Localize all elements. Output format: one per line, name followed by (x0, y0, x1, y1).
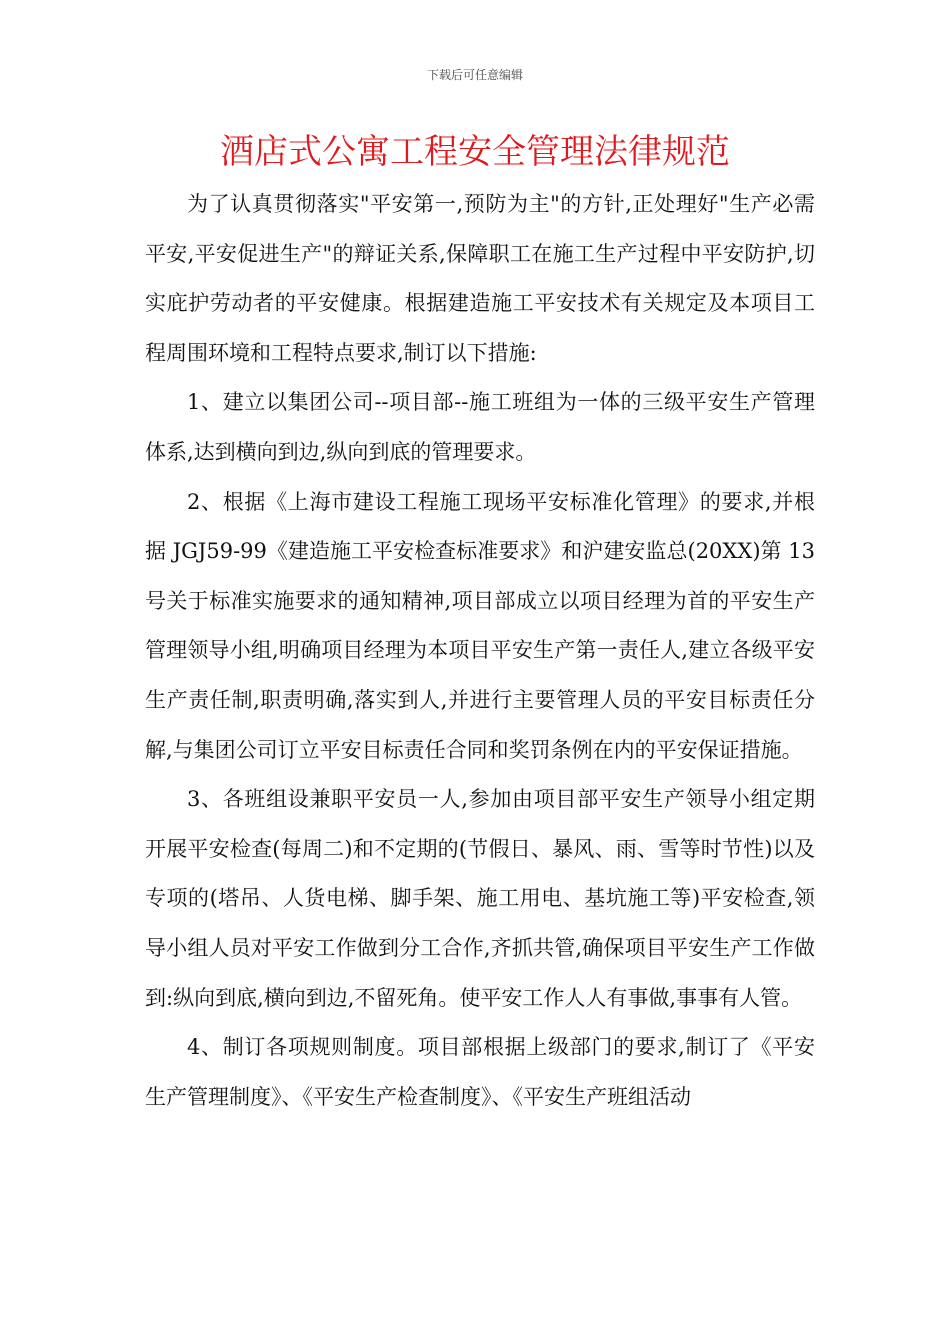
document-body (145, 180, 815, 1122)
header-note: 下载后可任意编辑 (426, 68, 523, 82)
paragraph-item-3: 3、各班组设兼职平安员一人,参加由项目部平安生产领导小组定期开展平安检查(每周二)和不定期的(节假日、暴风、雨、雪等时节性)以及专项的(塔吊、人货电梯、脚手架、施工用电、基坑施工等)平安检查,领导小组人员对平安工作做到分工合作,齐抓共管,确保项目平安生产工作做到:纵向到底,横向到边,不留死角。使平安工作人人有事做,事事有人管。 (145, 787, 815, 1010)
document-title: 酒店式公寓工程安全管理法律规范 (220, 132, 730, 172)
paragraph-item-1: 1、建立以集团公司--项目部--施工班组为一体的三级平安生产管理体系,达到横向到边,纵向到底的管理要求。 (145, 390, 815, 464)
paragraph-item-4: 4、制订各项规则制度。项目部根据上级部门的要求,制订了《平安生产管理制度》、《平安生产检查制度》、《平安生产班组活动 (145, 1035, 815, 1109)
paragraph-intro: 为了认真贯彻落实"平安第一,预防为主"的方针,正处理好"生产必需平安,平安促进生产"的辩证关系,保障职工在施工生产过程中平安防护,切实庇护劳动者的平安健康。根据建造施工平安技术有关规定及本项目工程周围环境和工程特点要求,制订以下措施: (145, 192, 815, 365)
paragraph-item-2: 2、根据《上海市建设工程施工现场平安标准化管理》的要求,并根据 JGJ59-99《建造施工平安检查标准要求》和沪建安监总(20XX)第 13 号关于标准实施要求的通知精神,项目部成立以项目经理为首的平安生产管理领导小组,明确项目经理为本项目平安生产第一责任人,建立各级平安生产责任制,职责明确,落实到人,并进行主要管理人员的平安目标责任分解,与集团公司订立平安目标责任合同和奖罚条例在内的平安保证措施。 (145, 489, 815, 762)
